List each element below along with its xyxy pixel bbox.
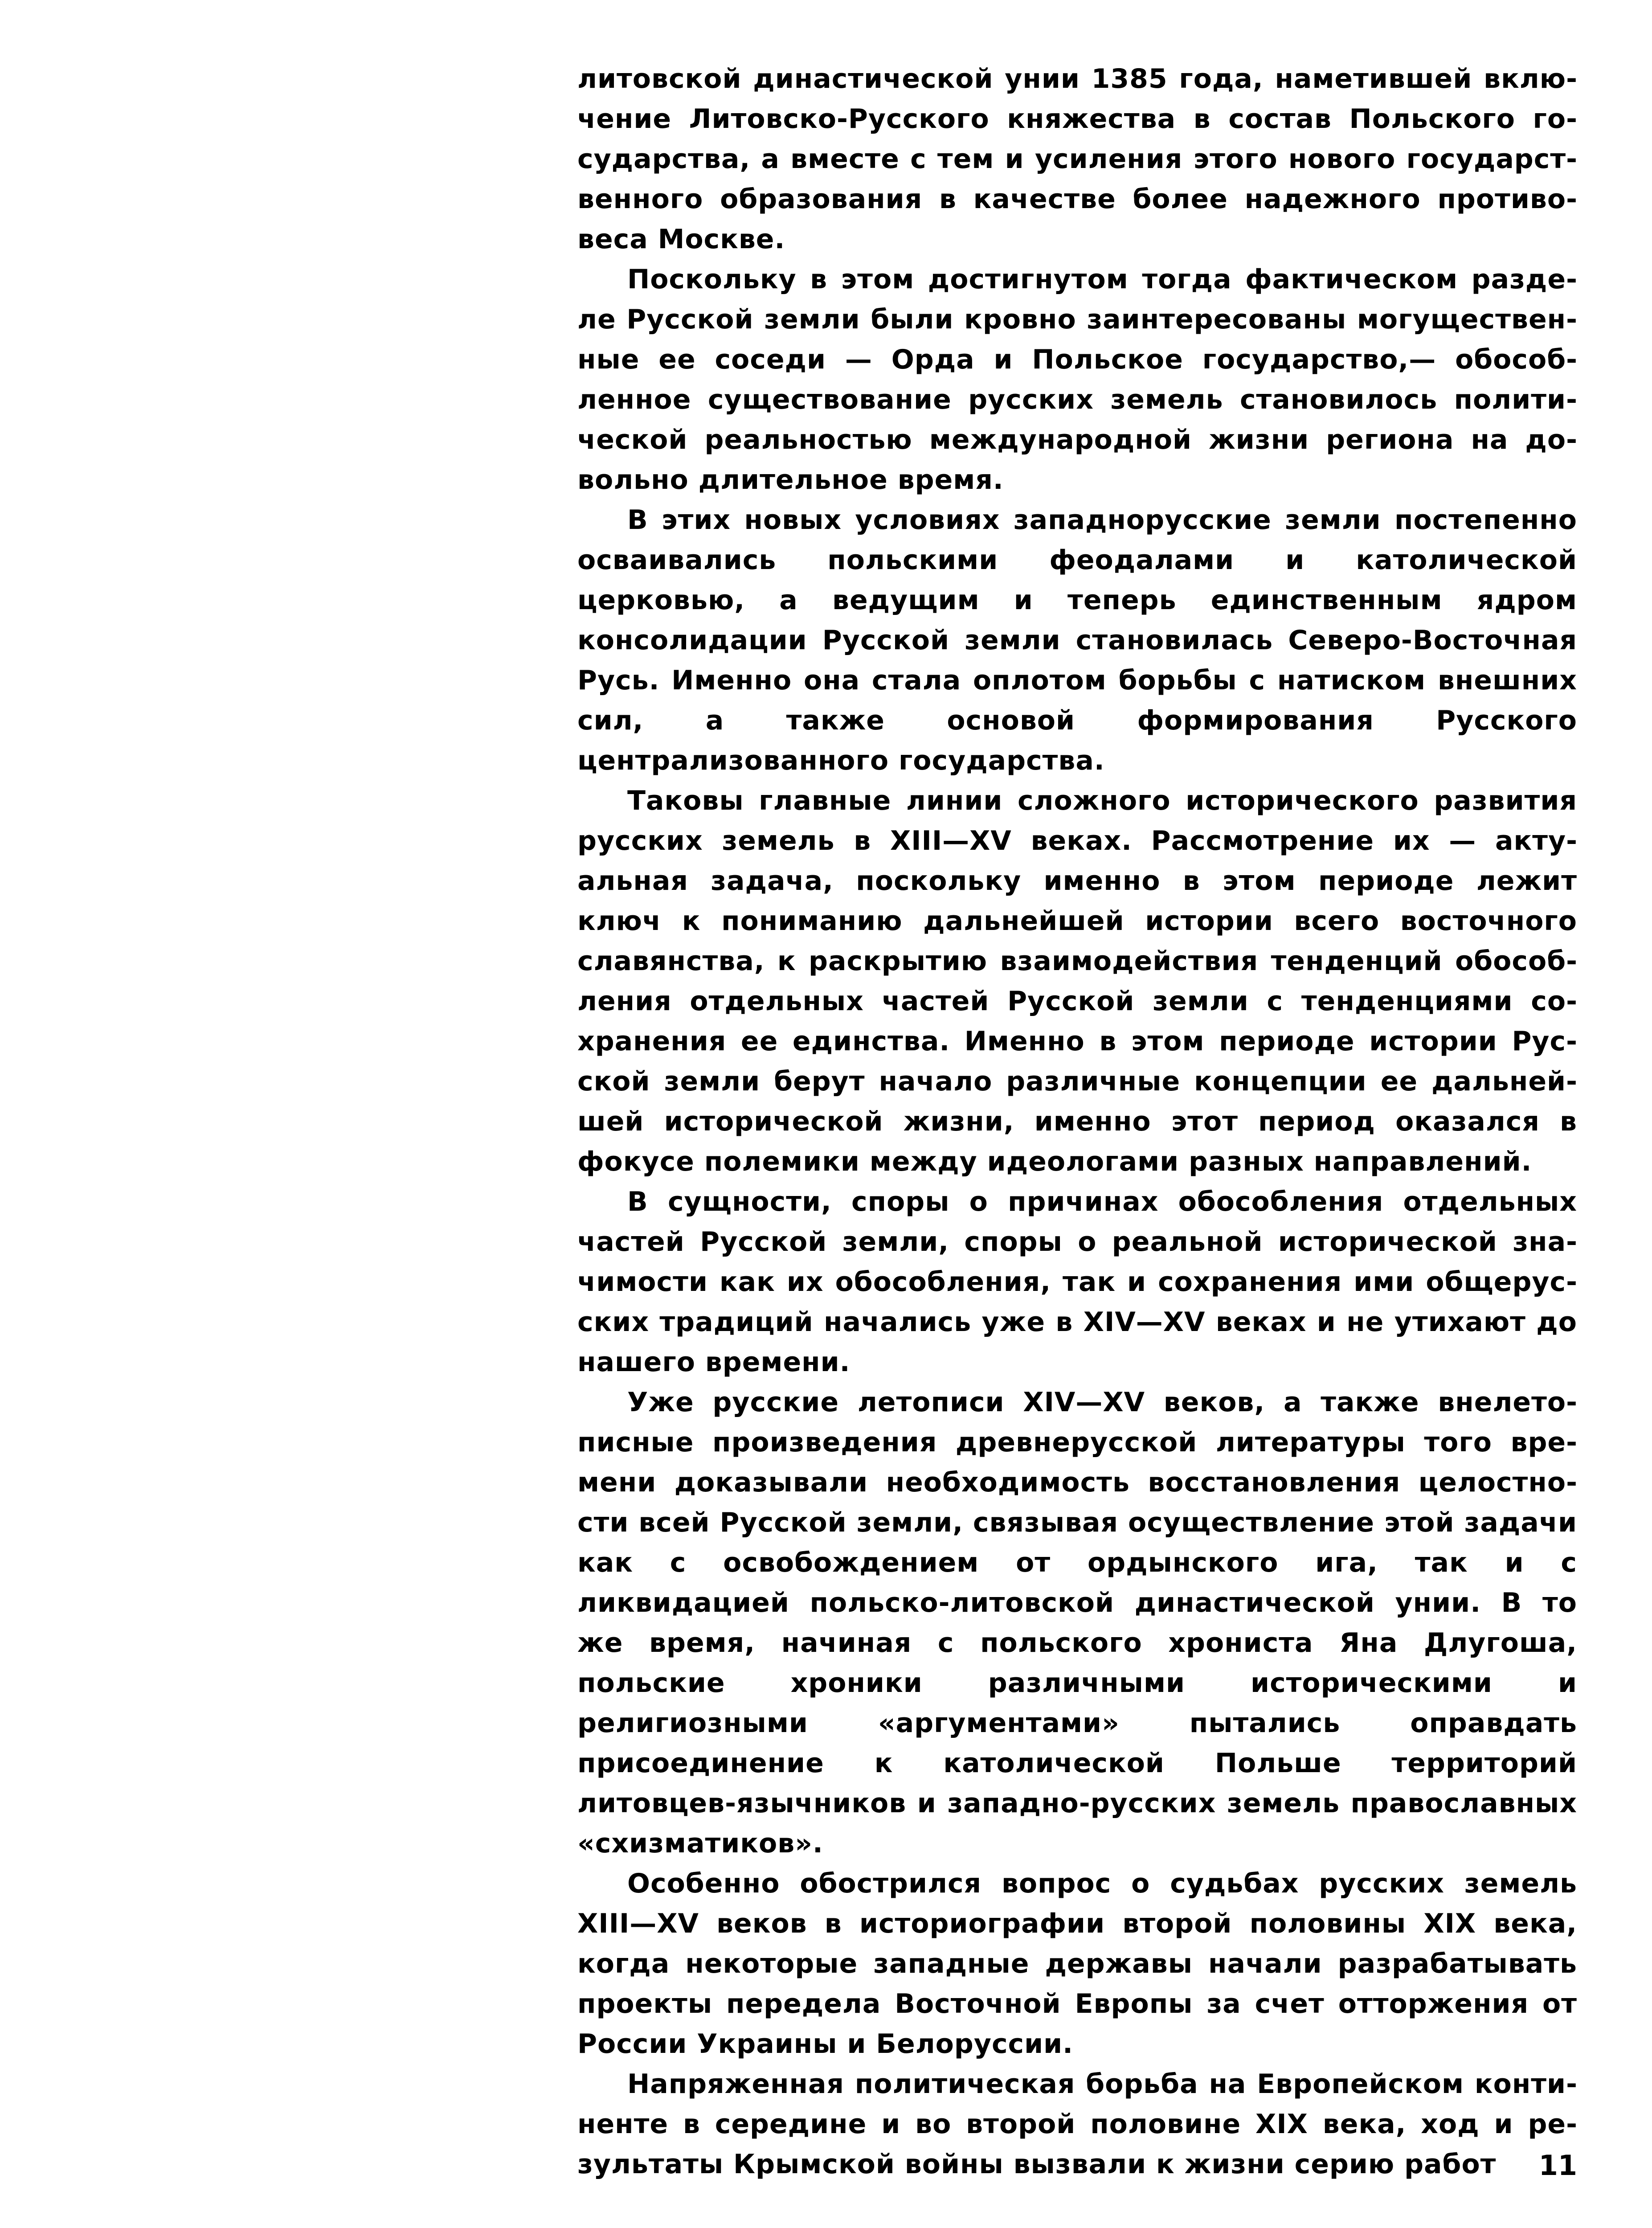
paragraph-7: Особенно обострился вопрос о судьбах русских земель XIII—XV веков в историографии второй половины XIX века, когда некоторые западные державы начали разрабатывать проекты передела Восточной Европы за счет отторжения от России Украины и Белоруссии. [577, 1868, 1577, 2060]
page-number: 11 [1538, 2149, 1577, 2182]
paragraph-3: В этих новых условиях западнорусские земли постепенно осваивались польскими феодалами и католической церковью, а ведущим и теперь единственным ядром консолидации Русской земли становилась Северо-Восточная Русь. Именно она стала оплотом борьбы с натиском внешних сил, а также основой формирования Русского централизованного государства. [577, 504, 1577, 776]
paragraph-6: Уже русские летописи XIV—XV веков, а также внелетописные произведения древнерусской литературы того времени доказывали необходимость восстановления целостности всей Русской земли, связывая осуществление этой задачи как с освобождением от ордынского ига, так и с ликвидацией польско-литовской династической унии. В то же время, начиная с польского хрониста Яна Длугоша, польские хроники различными историческими и религиозными «аргументами» пытались оправдать присоединение к католической Польше территорий литовцев-язычников и западно-русских земель православных «схизматиков». [577, 1387, 1577, 1859]
paragraph-2: Поскольку в этом достигнутом тогда фактическом разделе Русской земли были кровно заинтересованы могущественные ее соседи — Орда и Польское государство,— обособленное существование русских земель становилось политической реальностью международной жизни региона на довольно длительное время. [577, 264, 1577, 496]
paragraph-5: В сущности, споры о причинах обособления отдельных частей Русской земли, споры о реальной исторической значимости как их обособления, так и сохранения ими общерусских традиций начались уже в XIV—XV веках и не утихают до нашего времени. [577, 1186, 1577, 1378]
paragraph-1: литовской династической унии 1385 года, наметившей включение Литовско-Русского княжества в состав Польского государства, а вместе с тем и усиления этого нового государственного образования в качестве более надежного противовеса Москве. [577, 63, 1577, 255]
body-text [577, 59, 1577, 2184]
paragraph-8: Напряженная политическая борьба на Европейском континенте в середине и во второй половине XIX века, ход и результаты Крымской войны вызвали к жизни серию работ [577, 2068, 1577, 2180]
paragraph-4: Таковы главные линии сложного исторического развития русских земель в XIII—XV веках. Рассмотрение их — актуальная задача, поскольку именно в этом периоде лежит ключ к пониманию дальнейшей истории всего восточного славянства, к раскрытию взаимодействия тенденций обособления отдельных частей Русской земли с тенденциями сохранения ее единства. Именно в этом периоде истории Русской земли берут начало различные концепции ее дальнейшей исторической жизни, именно этот период оказался в фокусе полемики между идеологами разных направлений. [577, 785, 1577, 1177]
